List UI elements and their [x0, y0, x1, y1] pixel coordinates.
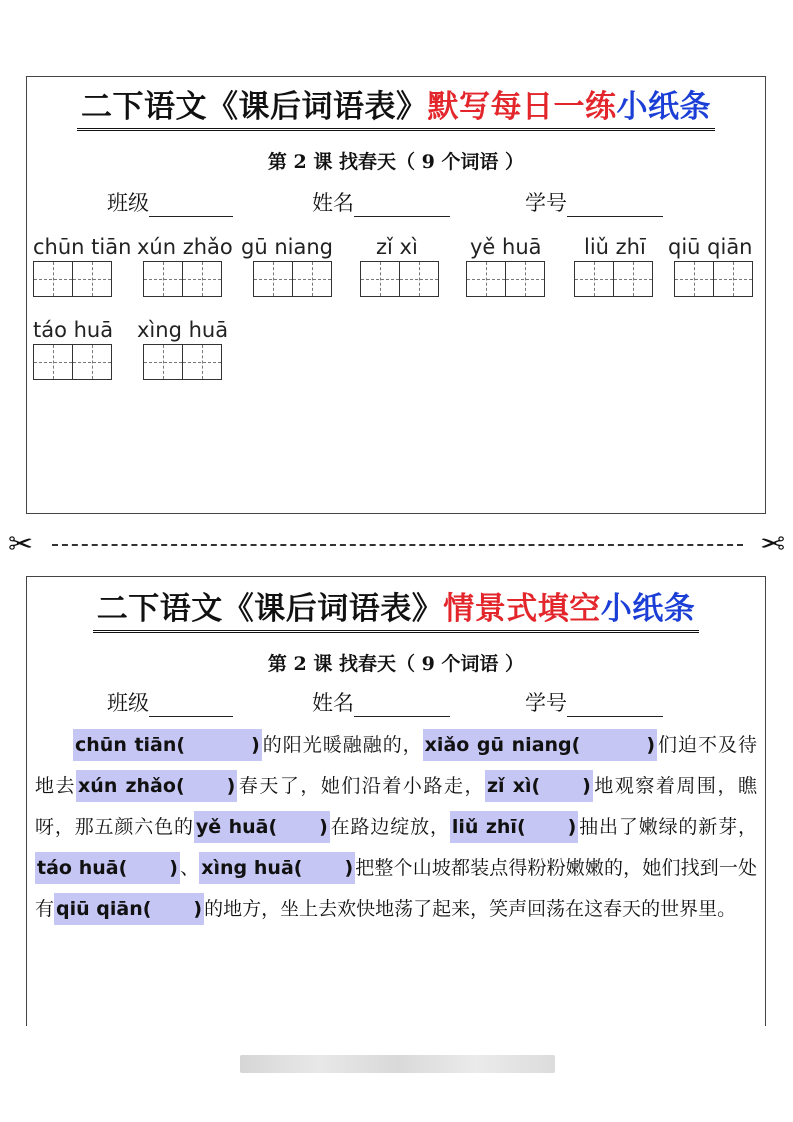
word-pinyin: qiū qiān — [668, 235, 753, 259]
number-field[interactable] — [525, 687, 663, 717]
name-blank[interactable] — [354, 694, 450, 717]
class-blank[interactable] — [149, 194, 233, 217]
fill-in-card — [26, 576, 766, 1026]
writing-grid[interactable] — [33, 261, 111, 297]
cut-line — [8, 527, 785, 562]
passage-text: 在路边绽放， — [329, 816, 450, 838]
blurred-watermark — [240, 1055, 555, 1073]
word-pinyin: xìng huā — [137, 318, 229, 342]
name-label: 姓名 — [312, 191, 354, 215]
fill-blank[interactable]: xiǎo gū niang( ) — [423, 729, 657, 761]
passage-text: 春天了，她们沿着小路走， — [237, 775, 485, 797]
writing-grid[interactable] — [360, 261, 438, 297]
fill-blank[interactable]: liǔ zhī( ) — [450, 811, 579, 843]
word-pinyin: chūn tiān — [33, 235, 132, 259]
word-pinyin: liǔ zhī — [584, 235, 646, 259]
title-red-part: 默写每日一练 — [427, 89, 617, 125]
writing-grid[interactable] — [674, 261, 752, 297]
passage-text: 、 — [179, 857, 200, 879]
name-label: 姓名 — [312, 691, 354, 715]
scissors-icon: ✂ — [8, 527, 34, 562]
title-red-part: 情景式填空 — [443, 591, 601, 627]
writing-grid[interactable] — [143, 261, 221, 297]
writing-grid[interactable] — [466, 261, 544, 297]
passage-text: 抽出了嫩绿的新芽， — [578, 816, 757, 838]
class-field[interactable] — [107, 187, 233, 217]
number-label: 学号 — [525, 691, 567, 715]
fill-blank[interactable]: xìng huā( ) — [199, 852, 355, 884]
fill-blank[interactable]: qiū qiān( ) — [54, 893, 204, 925]
name-field[interactable] — [312, 187, 450, 217]
class-label: 班级 — [107, 191, 149, 215]
name-field[interactable] — [312, 687, 450, 717]
writing-grid[interactable] — [253, 261, 331, 297]
word-pinyin: xún zhǎo — [137, 235, 233, 259]
name-blank[interactable] — [354, 194, 450, 217]
dictation-card — [26, 76, 766, 514]
passage-text: 的阳光暖融融的， — [261, 734, 423, 756]
title-prefix: 二下语文《课后词语表》 — [81, 89, 428, 125]
lesson-heading: 第 2 课 找春天（ 9 个词语 ） — [267, 653, 525, 675]
number-label: 学号 — [525, 191, 567, 215]
fill-blank[interactable]: yě huā( ) — [194, 811, 330, 843]
title-blue-part: 小纸条 — [600, 591, 696, 627]
student-info-row — [27, 187, 765, 217]
student-info-row — [27, 687, 765, 717]
word-pinyin: zǐ xì — [376, 235, 418, 259]
passage-text: 地观察着周围，瞧呀，那五颜六色的 — [35, 775, 757, 838]
class-field[interactable] — [107, 687, 233, 717]
title-prefix: 二下语文《课后词语表》 — [96, 591, 444, 627]
number-field[interactable] — [525, 187, 663, 217]
passage-text: 把整个山坡都装点得粉粉嫩嫩的，她们找到一处有 — [35, 857, 757, 920]
writing-grid[interactable] — [143, 344, 221, 380]
fill-blank[interactable]: xún zhǎo( ) — [76, 770, 237, 802]
word-pinyin: yě huā — [470, 235, 542, 259]
dashed-divider — [52, 544, 743, 546]
title-blue-part: 小纸条 — [616, 89, 711, 125]
fill-blank[interactable]: chūn tiān( ) — [73, 729, 262, 761]
passage-text: 的地方，坐上去欢快地荡了起来，笑声回荡在这春天的世界里。 — [204, 898, 737, 920]
card-title — [27, 589, 765, 633]
number-blank[interactable] — [567, 694, 663, 717]
word-pinyin: gū niang — [241, 235, 333, 259]
fill-blank[interactable]: zǐ xì( ) — [485, 770, 593, 802]
word-pinyin: táo huā — [33, 318, 114, 342]
lesson-heading: 第 2 课 找春天（ 9 个词语 ） — [267, 151, 525, 173]
class-blank[interactable] — [149, 694, 233, 717]
fill-blank[interactable]: táo huā( ) — [35, 852, 180, 884]
writing-grid[interactable] — [33, 344, 111, 380]
scissors-icon: ✂ — [759, 527, 785, 562]
writing-grid[interactable] — [574, 261, 652, 297]
story-passage — [35, 725, 757, 930]
passage-text: 们迫不及待地去 — [35, 734, 757, 797]
class-label: 班级 — [107, 691, 149, 715]
card-title — [27, 87, 765, 131]
number-blank[interactable] — [567, 194, 663, 217]
